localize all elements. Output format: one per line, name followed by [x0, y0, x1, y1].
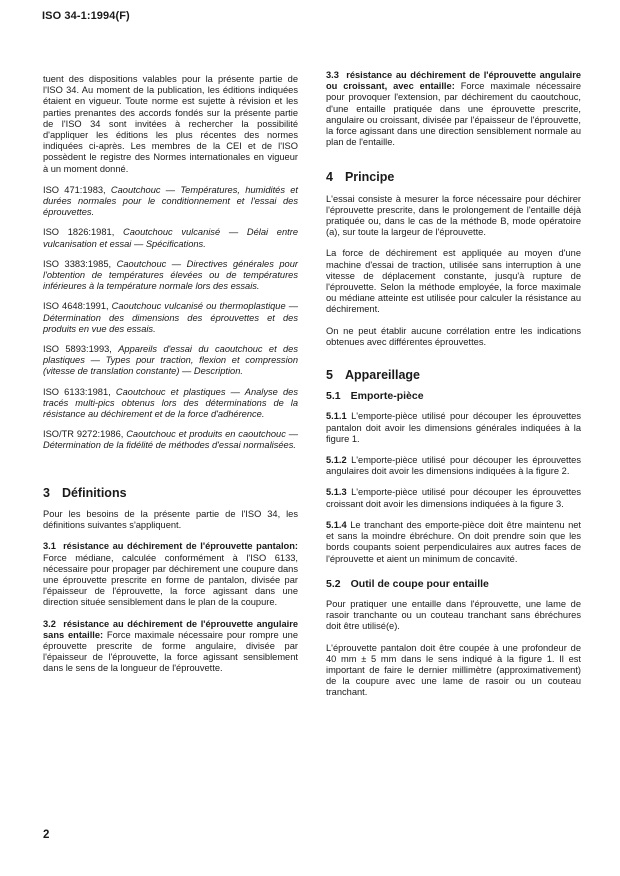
reference-iso-1826: [43, 227, 298, 249]
section-3-intro: Pour les besoins de la présente partie de l'ISO 34, les définitions suivantes s'appliquent.: [43, 508, 298, 531]
item-text: Le tranchant des emporte-pièce doit être maintenu net et sans la moindre ébréchure. On doit prendre soin que les bords coupants soient perpendiculaires aux autres faces de l'éprouvette et aient un minimum de concavité.: [326, 519, 581, 564]
ref-code: ISO/TR 9272:1986,: [43, 429, 127, 440]
item-text: L'emporte-pièce utilisé pour découper les éprouvettes angulaires doit avoir les dimensions indiquées à la figure 2.: [326, 455, 581, 477]
document-header: ISO 34-1:1994(F): [42, 10, 130, 22]
subsection-number: 5.2: [326, 577, 341, 590]
ref-code: ISO 3383:1985,: [43, 258, 117, 269]
right-column: [326, 70, 581, 709]
item-number: 5.1.2: [326, 455, 347, 466]
ref-title: Caoutchouc et plastiques — Analyse des tracés multi-pics obtenus lors des déterminations de la résistance au déchirement et de la force d'adhérence.: [43, 386, 298, 420]
outil-paragraph-2: L'éprouvette pantalon doit être coupée à une profondeur de 40 mm ± 5 mm dans le sens indiqué à la figure 1. Il est important de faire le dernier millimètre (approximativement) de la coupure avec une lame de rasoir ou un couteau tranchant.: [326, 642, 581, 698]
ref-code: ISO 5893:1993,: [43, 344, 119, 355]
section-title: Appareillage: [344, 368, 420, 383]
intro-paragraph: tuent des dispositions valables pour la présente partie de l'ISO 34. Au moment de la publication, les éditions indiquées étaient en vigueur. Toute norme est sujette à révision et les parties prenantes des accords fondés sur la présente partie de l'ISO 34 sont invitées à rechercher la possibilité d'appliquer les éditions les plus récentes des normes indiquées ci-après. Les membres de la CEI et de l'ISO possèdent le registre des Normes internationales en vigueur à un moment donné.: [43, 74, 298, 174]
item-5-1-2: [326, 455, 581, 477]
left-column: [43, 74, 298, 685]
definition-number: 3.3: [326, 70, 339, 80]
ref-code: ISO 471:1983,: [43, 184, 111, 195]
reference-iso-6133: [43, 387, 298, 421]
definition-3-2: [43, 619, 298, 675]
reference-iso-5893: [43, 344, 298, 378]
section-4-heading: [326, 172, 581, 183]
section-number: 4: [326, 170, 333, 185]
ref-title: Caoutchouc — Directives générales pour l'obtention de températures élevées ou de températures inférieures à la température normale lors des essais.: [43, 258, 298, 292]
item-text: L'emporte-pièce utilisé pour découper les éprouvettes pantalon doit avoir les dimensions générales indiquées à la figure 1.: [326, 411, 581, 444]
ref-title: Caoutchouc vulcanisé — Délai entre vulcanisation et essai — Spécifications.: [43, 227, 298, 249]
reference-iso-4648: [43, 301, 298, 335]
subsection-5-1-heading: [326, 391, 581, 402]
subsection-title: Emporte-pièce: [350, 390, 424, 403]
outil-paragraph-1: Pour pratiquer une entaille dans l'éprouvette, une lame de rasoir tranchante ou un couteau tranchant sans ébréchures doit être utilisé(e).: [326, 598, 581, 632]
ref-title: Caoutchouc et produits en caoutchouc — Détermination de la fidélité de méthodes d'essai normalisées.: [43, 429, 298, 451]
definition-3-1: [43, 541, 298, 608]
item-number: 5.1.4: [326, 519, 347, 530]
definition-text: Force médiane, calculée conformément à l'ISO 6133, nécessaire pour propager par déchirement une coupure dans une éprouvette prescrite en forme de pantalon, divisée par l'épaisseur de l'éprouvette, la force agissant dans une direction située sensiblement dans le plan de la coupure.: [43, 552, 298, 608]
reference-iso-471: [43, 185, 298, 219]
item-5-1-3: [326, 487, 581, 509]
subsection-5-2-heading: [326, 579, 581, 590]
item-5-1-1: [326, 411, 581, 445]
principe-paragraph-3: On ne peut établir aucune corrélation entre les indications obtenues avec différentes éprouvettes.: [326, 325, 581, 347]
ref-title: Caoutchouc vulcanisé ou thermoplastique — Détermination des dimensions des éprouvettes et des produits en vue des essais.: [43, 301, 298, 334]
section-3-heading: [43, 485, 298, 500]
ref-title: Appareils d'essai du caoutchouc et des plastiques — Types pour traction, flexion et compression (vitesse de translation constante) — Description.: [43, 344, 298, 377]
definition-term: résistance au déchirement de l'éprouvette angulaire sans entaille:: [43, 618, 298, 640]
section-title: Définitions: [61, 485, 127, 500]
ref-title: Caoutchouc — Températures, humidités et durées normales pour le conditionnement et l'essai des éprouvettes.: [43, 184, 299, 218]
reference-iso-tr-9272: [43, 429, 298, 451]
definition-term: résistance au déchirement de l'éprouvette angulaire ou croissant, avec entaille:: [326, 70, 581, 92]
reference-iso-3383: [43, 259, 298, 293]
principe-paragraph-1: L'essai consiste à mesurer la force nécessaire pour déchirer l'éprouvette prescrite, dans le prolongement de l'entaille déjà pratiquée ou, dans le cas de la méthode B, mode opératoire (a), sur toute la largeur de l'éprouvette.: [326, 193, 581, 238]
ref-code: ISO 6133:1981,: [43, 386, 116, 397]
definition-number: 3.1: [43, 541, 56, 552]
definition-term: résistance au déchirement de l'éprouvette pantalon:: [63, 541, 298, 552]
section-title: Principe: [344, 170, 395, 185]
definition-number: 3.2: [43, 618, 56, 629]
item-number: 5.1.1: [326, 411, 347, 422]
page-number: 2: [43, 829, 50, 841]
principe-paragraph-2: La force de déchirement est appliquée au moyen d'une machine d'essai de traction, utilisée sans interruption à une vitesse de déplacement constante, jusqu'à rupture de l'éprouvette. Selon la méthode employée, la force maximale ou médiane atteinte est utilisée pour calculer la résistance au déchirement.: [326, 248, 581, 315]
section-5-heading: [326, 370, 581, 381]
subsection-number: 5.1: [326, 390, 341, 403]
definition-text: Force maximale nécessaire pour rompre une éprouvette prescrite de forme angulaire, divisée par l'épaisseur de l'éprouvette, la force agissant sensiblement dans le sens de la longueur de l'éprouvette.: [43, 629, 298, 674]
ref-code: ISO 4648:1991,: [43, 301, 112, 312]
item-text: L'emporte-pièce utilisé pour découper les éprouvettes croissant doit avoir les dimensions indiquées à la figure 3.: [326, 487, 581, 509]
definition-text: Force maximale nécessaire pour provoquer l'extension, par déchirement du caoutchouc, d'une entaille pratiquée dans une éprouvette prescrite, angulaire ou croissant, divisée par l'épaisseur de l'éprouvette, la force agissant dans une direction sensiblement normale au plan de l'entaille.: [326, 81, 581, 148]
definition-3-3: [326, 70, 581, 148]
section-number: 3: [43, 485, 50, 500]
ref-code: ISO 1826:1981,: [43, 227, 124, 238]
subsection-title: Outil de coupe pour entaille: [350, 577, 489, 590]
item-number: 5.1.3: [326, 487, 347, 498]
item-5-1-4: [326, 520, 581, 565]
section-number: 5: [326, 368, 333, 383]
